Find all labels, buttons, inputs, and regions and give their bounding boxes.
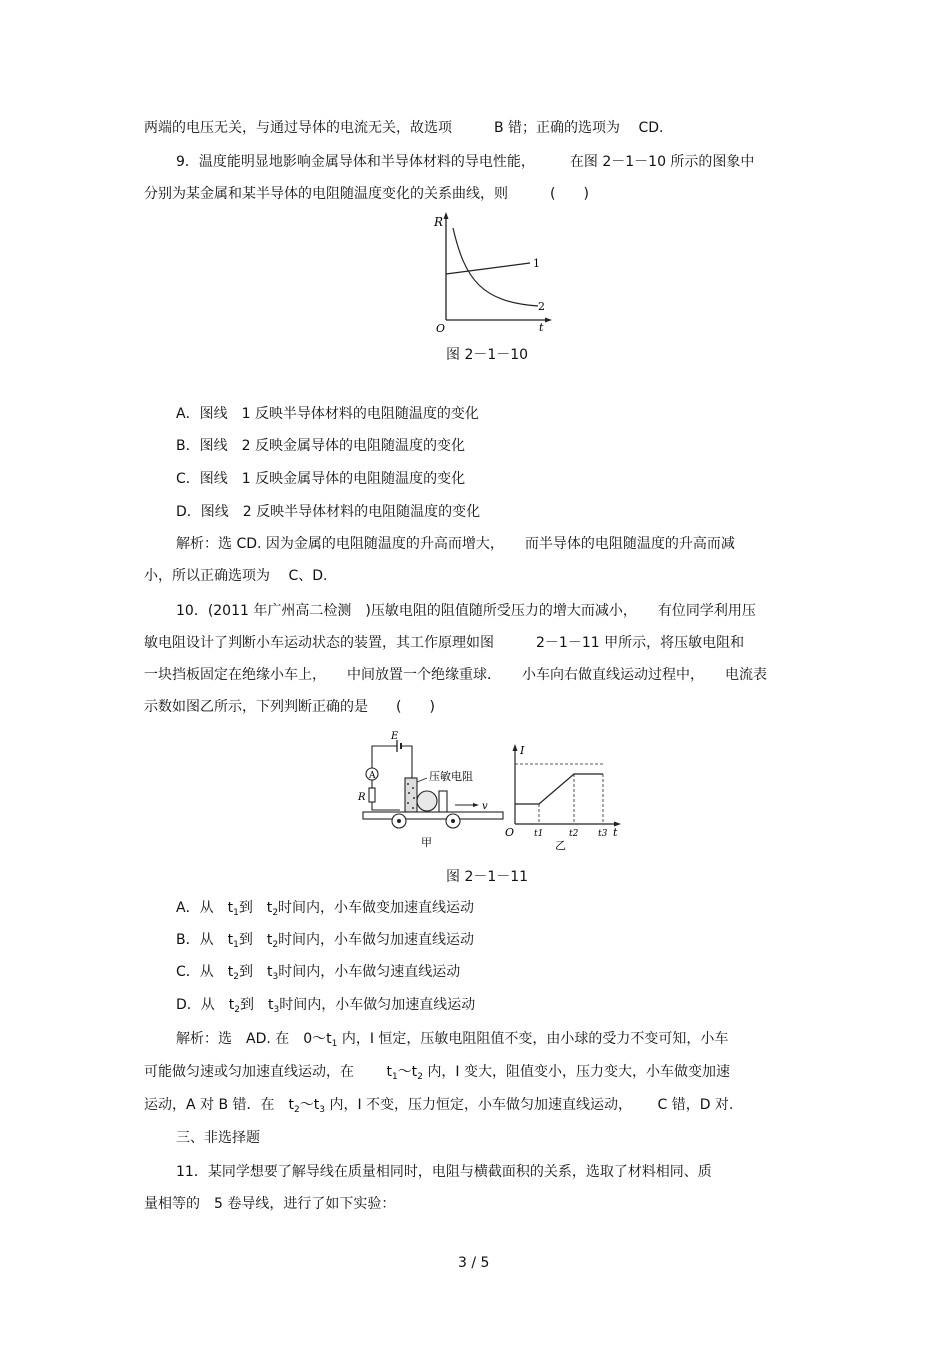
figure-2-1-11-yi <box>505 740 625 852</box>
cart-body <box>363 812 503 819</box>
answer-9-line-1: 解析：选 CD. 因为金属的电阻随温度的升高而增大， 而半导体的电阻随温度的升高而减 <box>176 536 735 552</box>
question-10-line-2: 敏电阻设计了判断小车运动状态的装置，其工作原理如图 2－1－11 甲所示，将压敏电阻和 <box>144 635 745 651</box>
curve-1-label: 1 <box>533 257 540 270</box>
ammeter-label: A <box>369 771 376 781</box>
page-number: 3 / 5 <box>458 1255 490 1271</box>
answer-10-line-1: 解析：选 AD. 在 $0\sim t_1$ 内，I 恒定，压敏电阻阻值不变，由小球的受力不变可知，小车 <box>176 1031 729 1049</box>
option-b: B．从 $t_1$到 $t_2$时间内，小车做匀加速直线运动 <box>176 932 475 950</box>
yi-label: 乙 <box>555 839 566 852</box>
question-10-line-4: 示数如图乙所示，下列判断正确的是 ( ) <box>144 699 435 715</box>
t-axis-label: t <box>539 321 544 334</box>
curve-2-label: 2 <box>538 300 545 313</box>
pressure-resistor-label: 压敏电阻 <box>429 770 473 783</box>
figure-2-1-10 <box>420 210 560 335</box>
question-9-line-2: 分别为某金属和某半导体的电阻随温度变化的关系曲线，则 ( ) <box>144 186 589 202</box>
option-b: B．图线 2 反映金属导体的电阻随温度的变化 <box>176 438 465 454</box>
battery-label: E <box>391 731 399 742</box>
text-line: 两端的电压无关，与通过导体的电流无关，故选项 B 错；正确的选项为 CD. <box>144 120 664 136</box>
jia-label: 甲 <box>421 836 432 849</box>
t-axis-label: t <box>613 826 618 839</box>
option-d: D．从 $t_2$到 $t_3$时间内，小车做匀加速直线运动 <box>176 997 476 1015</box>
ball <box>417 791 437 811</box>
option-a: A．从 $t_1$到 $t_2$时间内，小车做变加速直线运动 <box>176 900 475 918</box>
curve-1 <box>446 263 530 274</box>
figure-2-1-11-jia <box>355 728 505 853</box>
option-c: C．图线 1 反映金属导体的电阻随温度的变化 <box>176 471 466 487</box>
current-line <box>515 774 603 804</box>
answer-10-line-2: 可能做匀速或匀加速直线运动，在 $t_1\sim t_2$ 内，I 变大，阻值变小，压力变大，小车做变加速 <box>144 1064 730 1082</box>
answer-9-line-2: 小，所以正确选项为 C、D. <box>144 568 328 584</box>
section-heading: 三、非选择题 <box>176 1130 260 1146</box>
t2-label: t2 <box>569 829 579 839</box>
answer-10-line-3: 运动，A 对 B 错．在 $t_2\sim t_3$ 内，I 不变，压力恒定，小车做匀加速直线运动， C 错，D 对. <box>144 1097 734 1115</box>
r-axis-label: R <box>434 215 444 229</box>
figure-caption: 图 2－1－11 <box>446 869 529 885</box>
resistor-label: R <box>358 792 366 803</box>
origin-label: O <box>436 322 446 335</box>
option-a: A．图线 1 反映半导体材料的电阻随温度的变化 <box>176 406 479 422</box>
t1-label: t1 <box>534 829 544 839</box>
i-axis-label: I <box>520 744 525 757</box>
question-11-line-1: 11．某同学想要了解导线在质量相同时，电阻与横截面积的关系，选取了材料相同、质 <box>176 1164 712 1180</box>
option-d: D．图线 2 反映半导体材料的电阻随温度的变化 <box>176 504 481 520</box>
question-10-line-3: 一块挡板固定在绝缘小车上， 中间放置一个绝缘重球． 小车向右做直线运动过程中， 电流表 <box>144 667 767 683</box>
t3-label: t3 <box>598 829 608 839</box>
option-c: C．从 $t_2$到 $t_3$时间内，小车做匀速直线运动 <box>176 964 461 982</box>
baffle <box>439 791 447 812</box>
question-9-line-1: 9．温度能明显地影响金属导体和半导体材料的导电性能， 在图 2－1－10 所示的图象中 <box>176 154 755 170</box>
question-11-line-2: 量相等的 5 卷导线，进行了如下实验： <box>144 1196 396 1212</box>
question-10-line-1: 10．(2011 年广州高二检测 )压敏电阻的阻值随所受压力的增大而减小， 有位同学利用压 <box>176 603 756 619</box>
figure-caption: 图 2－1－10 <box>446 347 529 363</box>
pressure-resistor <box>405 778 417 812</box>
resistor-icon <box>369 788 375 802</box>
origin-label: O <box>505 826 515 839</box>
velocity-label: v <box>482 801 488 812</box>
